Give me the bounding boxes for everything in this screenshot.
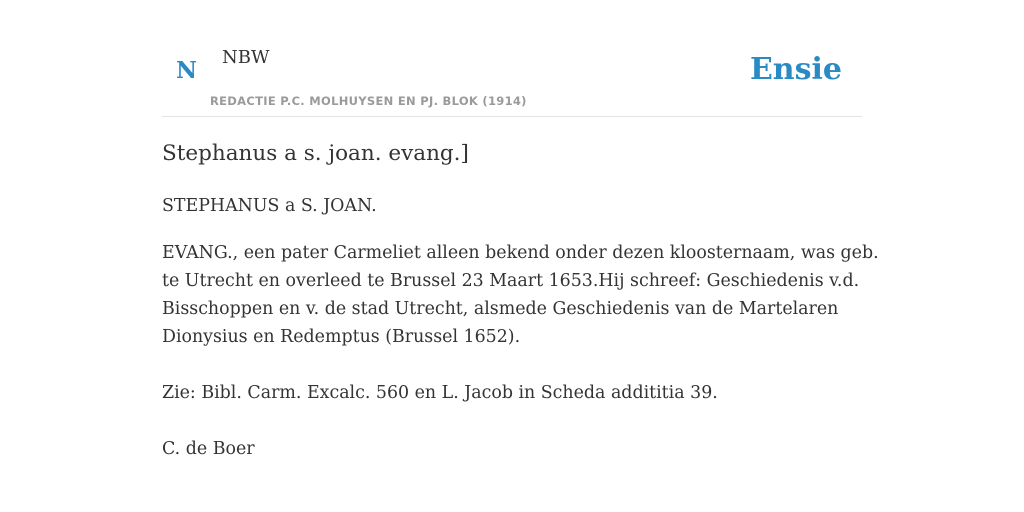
source-subtitle: REDACTIE P.C. MOLHUYSEN EN PJ. BLOK (1914) bbox=[210, 94, 527, 108]
source-logo[interactable]: N bbox=[176, 57, 198, 84]
ensie-logo-link[interactable]: Ensie bbox=[749, 52, 842, 87]
article-title: Stephanus a s. joan. evang.] bbox=[162, 141, 469, 166]
article-author: C. de Boer bbox=[162, 439, 255, 459]
source-name[interactable]: NBW bbox=[222, 47, 270, 68]
article-paragraph-1: STEPHANUS a S. JOAN. bbox=[162, 196, 377, 216]
article-reference: Zie: Bibl. Carm. Excalc. 560 en L. Jacob in Scheda addititia 39. bbox=[162, 383, 718, 403]
header bbox=[162, 0, 862, 117]
article-paragraph-2: EVANG., een pater Carmeliet alleen bekend onder dezen kloosternaam, was geb. te Utrecht en overleed te Brussel 23 Maart 1653.Hij schreef: Geschiedenis v.d. Bisschoppen en v. de stad Utrecht, alsmede Geschiedenis van de Martelaren Dionysius en Redemptus (Brussel 1652). bbox=[162, 243, 879, 347]
content-column bbox=[162, 0, 879, 459]
